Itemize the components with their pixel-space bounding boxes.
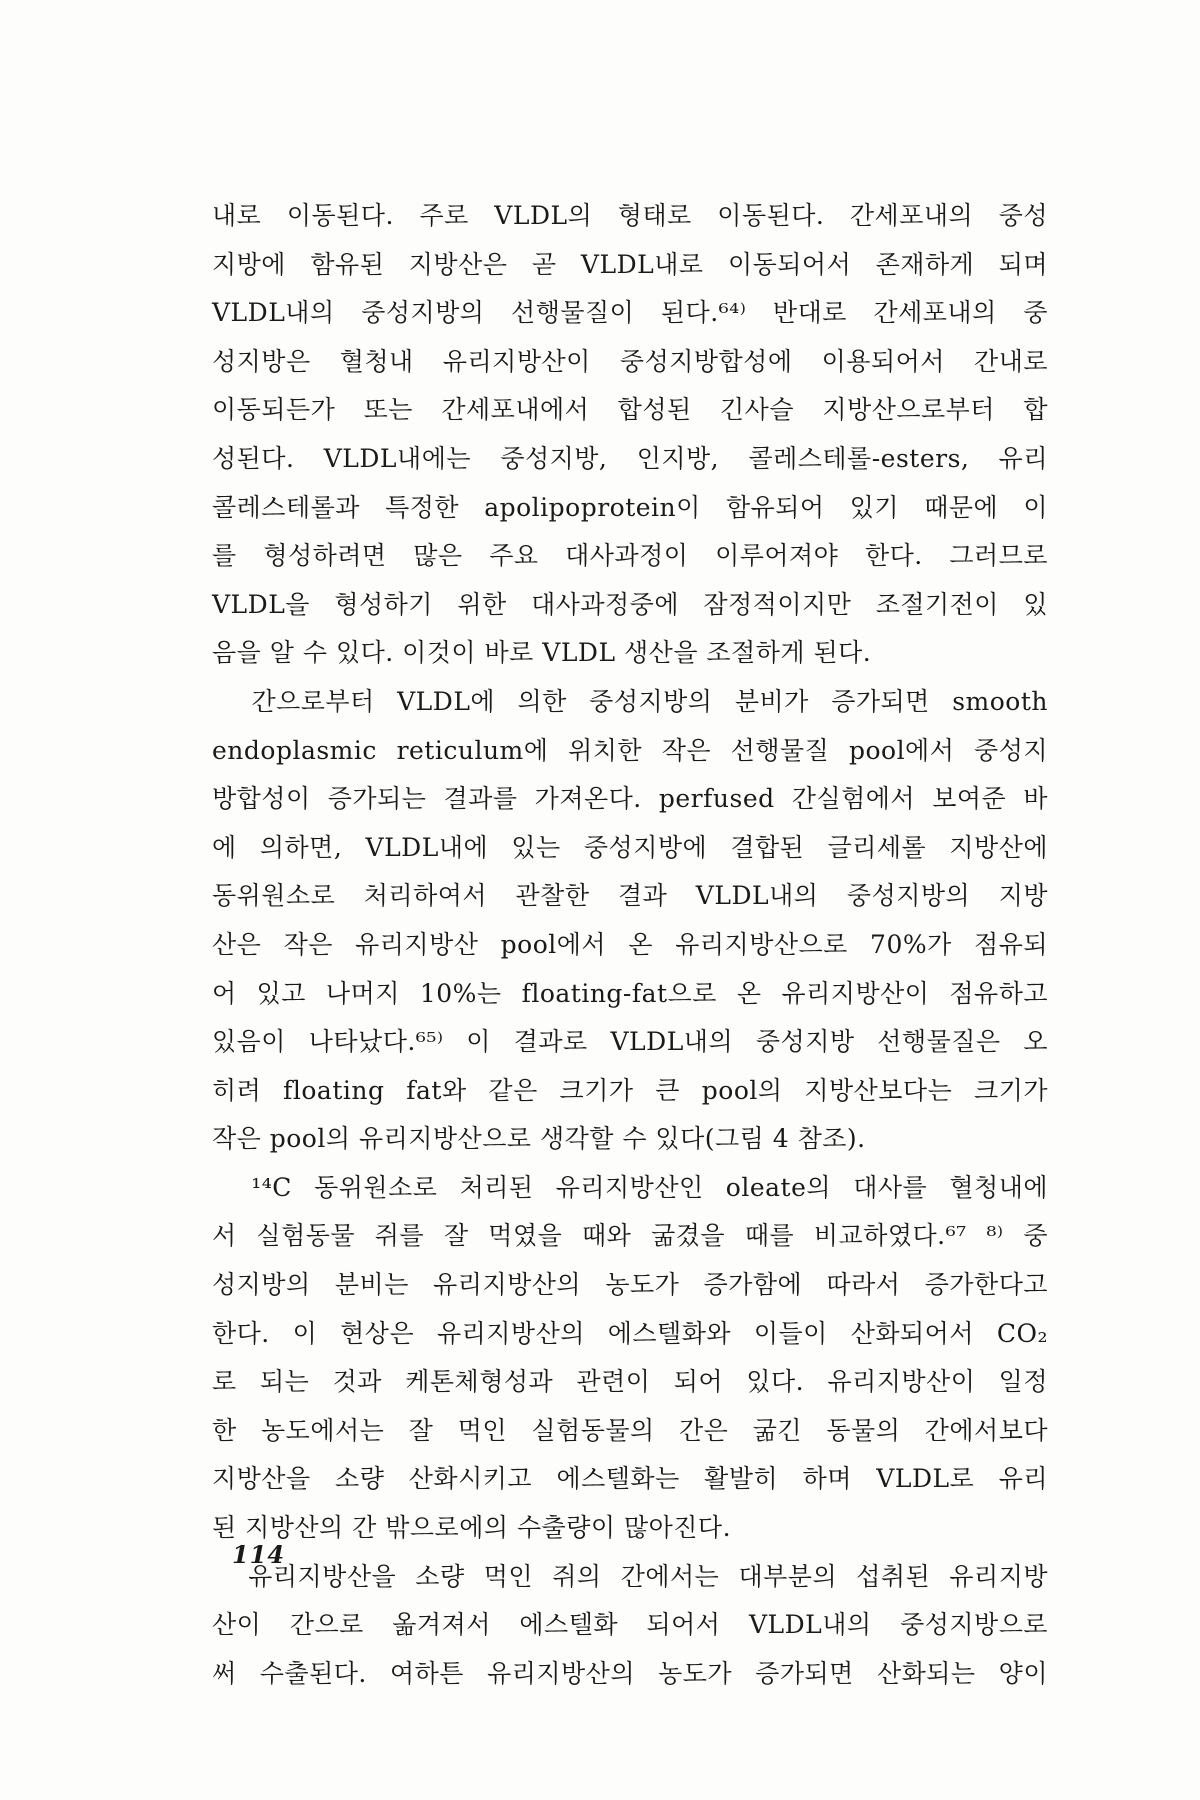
text-line: 동위원소로 처리하여서 관찰한 결과 VLDL내의 중성지방의 지방: [212, 881, 1048, 911]
text-line: 작은 pool의 유리지방산으로 생각할 수 있다(그림 4 참조).: [212, 1124, 866, 1154]
text-line: 서 실험동물 쥐를 잘 먹였을 때와 굶겼을 때를 비교하였다.⁶⁷ ⁸⁾ 중: [212, 1221, 1048, 1251]
text-line: 히려 floating fat와 같은 크기가 큰 pool의 지방산보다는 크기가: [212, 1075, 1048, 1105]
text-line: endoplasmic reticulum에 위치한 작은 선행물질 pool에서 중성지: [212, 735, 1048, 765]
body-text: [212, 192, 1048, 1698]
text-line: 간으로부터 VLDL에 의한 중성지방의 분비가 증가되면 smooth: [212, 686, 1048, 716]
text-line: VLDL을 형성하기 위한 대사과정중에 잠정적이지만 조절기전이 있: [212, 589, 1048, 619]
text-line: 한 농도에서는 잘 먹인 실험동물의 간은 굶긴 동물의 간에서보다: [212, 1415, 1048, 1445]
text-line: 산이 간으로 옮겨져서 에스텔화 되어서 VLDL내의 중성지방으로: [212, 1610, 1048, 1640]
page-number: 114: [232, 1540, 286, 1569]
text-line: 된 지방산의 간 밖으로에의 수출량이 많아진다.: [212, 1513, 732, 1543]
text-line: 지방에 함유된 지방산은 곧 VLDL내로 이동되어서 존재하게 되며: [212, 249, 1048, 279]
text-line: 어 있고 나머지 10%는 floating-fat으로 온 유리지방산이 점유하고: [212, 978, 1048, 1008]
text-line: 써 수출된다. 여하튼 유리지방산의 농도가 증가되면 산화되는 양이: [212, 1658, 1048, 1688]
text-line: 내로 이동된다. 주로 VLDL의 형태로 이동된다. 간세포내의 중성: [212, 201, 1048, 230]
text-line: VLDL내의 중성지방의 선행물질이 된다.⁶⁴⁾ 반대로 간세포내의 중: [212, 298, 1048, 328]
text-line: 콜레스테롤과 특정한 apolipoprotein이 함유되어 있기 때문에 이: [212, 492, 1048, 522]
text-line: 음을 알 수 있다. 이것이 바로 VLDL 생산을 조절하게 된다.: [212, 638, 872, 668]
text-line: 산은 작은 유리지방산 pool에서 온 유리지방산으로 70%가 점유되: [212, 929, 1048, 959]
text-line: 성된다. VLDL내에는 중성지방, 인지방, 콜레스테롤-esters, 유리: [212, 443, 1048, 473]
text-line: 방합성이 증가되는 결과를 가져온다. perfused 간실험에서 보여준 바: [212, 784, 1048, 814]
text-line: 에 의하면, VLDL내에 있는 중성지방에 결합된 글리세롤 지방산에: [212, 832, 1048, 862]
text-line: 지방산을 소량 산화시키고 에스텔화는 활발히 하며 VLDL로 유리: [212, 1464, 1048, 1494]
text-line: 성지방은 혈청내 유리지방산이 중성지방합성에 이용되어서 간내로: [212, 346, 1048, 376]
text-line: 유리지방산을 소량 먹인 쥐의 간에서는 대부분의 섭취된 유리지방: [212, 1561, 1048, 1591]
text-line: 이동되든가 또는 간세포내에서 합성된 긴사슬 지방산으로부터 합: [212, 395, 1048, 425]
text-line: 를 형성하려면 많은 주요 대사과정이 이루어져야 한다. 그러므로: [212, 541, 1048, 571]
text-line: 로 되는 것과 케톤체형성과 관련이 되어 있다. 유리지방산이 일정: [212, 1367, 1048, 1397]
text-line: 성지방의 분비는 유리지방산의 농도가 증가함에 따라서 증가한다고: [212, 1270, 1048, 1300]
text-line: ¹⁴C 동위원소로 처리된 유리지방산인 oleate의 대사를 혈청내에: [212, 1172, 1048, 1202]
text-line: 한다. 이 현상은 유리지방산의 에스텔화와 이들이 산화되어서 CO₂: [212, 1318, 1048, 1348]
text-line: 있음이 나타났다.⁶⁵⁾ 이 결과로 VLDL내의 중성지방 선행물질은 오: [212, 1027, 1048, 1057]
